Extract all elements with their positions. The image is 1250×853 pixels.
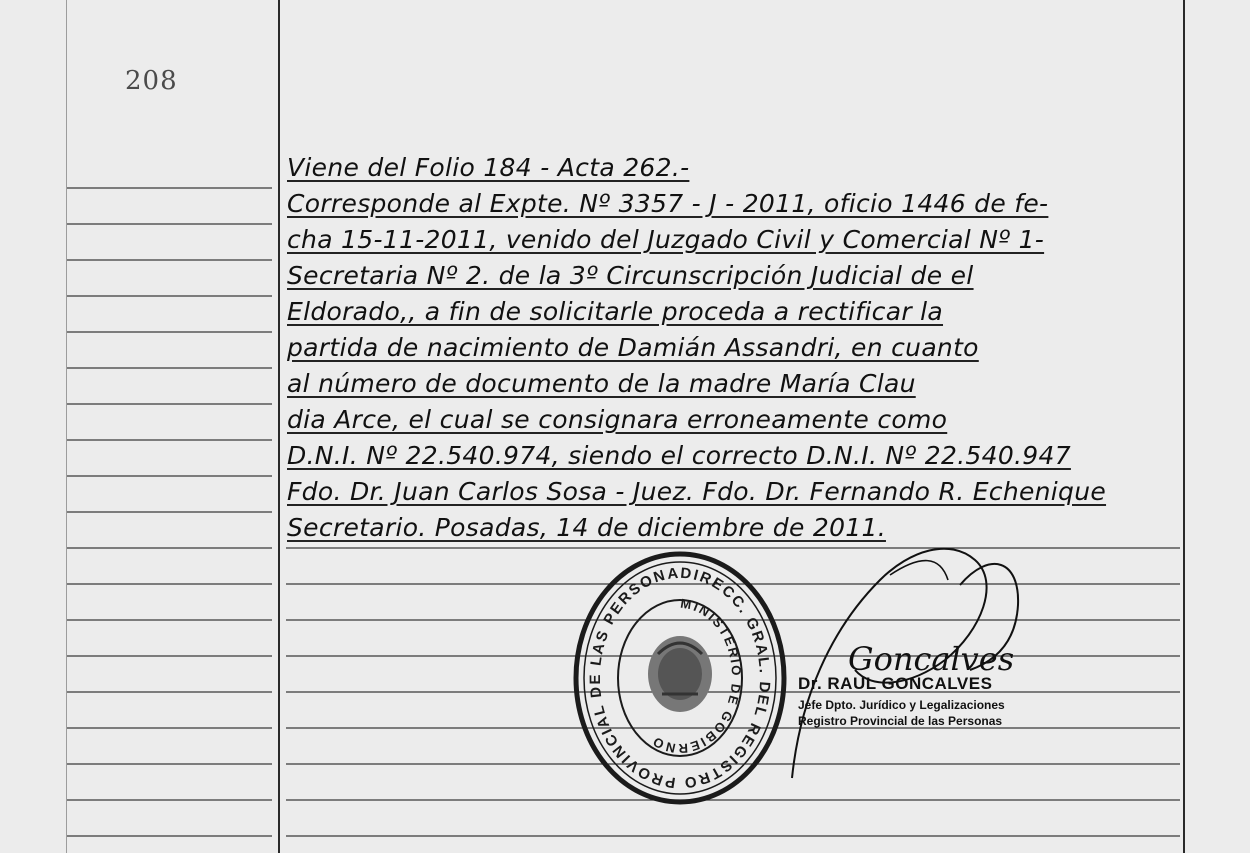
margin-line — [66, 0, 67, 853]
text-line-6: partida de nacimiento de Damián Assandri, en cuanto — [287, 333, 979, 362]
main-border-left — [278, 0, 280, 853]
handwritten-signature — [760, 520, 1060, 795]
signatory-role: Jefe Dpto. Jurídico y Legalizaciones — [798, 698, 1005, 712]
text-line-3: cha 15-11-2011, venido del Juzgado Civil y Comercial Nº 1- — [287, 225, 1045, 254]
main-border-right — [1183, 0, 1185, 853]
seal-inner-text: MINISTERIO DE GOBIERNO — [648, 595, 745, 757]
text-line-9: D.N.I. Nº 22.540.974, siendo el correcto D.N.I. Nº 22.540.947 — [287, 441, 1071, 470]
text-line-4: Secretaria Nº 2. de la 3º Circunscripción Judicial de el — [287, 261, 974, 290]
text-line-10: Fdo. Dr. Juan Carlos Sosa - Juez. Fdo. Dr. Fernando R. Echenique — [287, 477, 1107, 506]
official-seal — [570, 548, 790, 812]
text-line-7: al número de documento de la madre María Clau — [287, 369, 916, 398]
signature-block — [798, 674, 1068, 728]
text-line-5: Eldorado,, a fin de solicitarle proceda a rectificar la — [287, 297, 944, 326]
folio-number: 208 — [125, 66, 178, 96]
text-line-11: Secretario. Posadas, 14 de diciembre de 2011. — [287, 513, 886, 542]
text-line-1: Viene del Folio 184 - Acta 262.- — [287, 153, 690, 182]
signatory-name: Dr. RAUL GONCALVES — [798, 674, 993, 693]
text-line-2: Corresponde al Expte. Nº 3357 - J - 2011, oficio 1446 de fe- — [287, 189, 1049, 218]
text-line-8: dia Arce, el cual se consignara erroneamente como — [287, 405, 948, 434]
coat-of-arms-icon — [648, 636, 712, 712]
signature-script: Goncalves — [848, 640, 1015, 678]
signatory-registry: Registro Provincial de las Personas — [798, 714, 1003, 728]
seal-outer-text: DIRECC. GRAL. DEL REGISTRO PROVINCIAL DE LAS PERSONA — [586, 564, 774, 792]
handwritten-text — [287, 150, 1182, 546]
